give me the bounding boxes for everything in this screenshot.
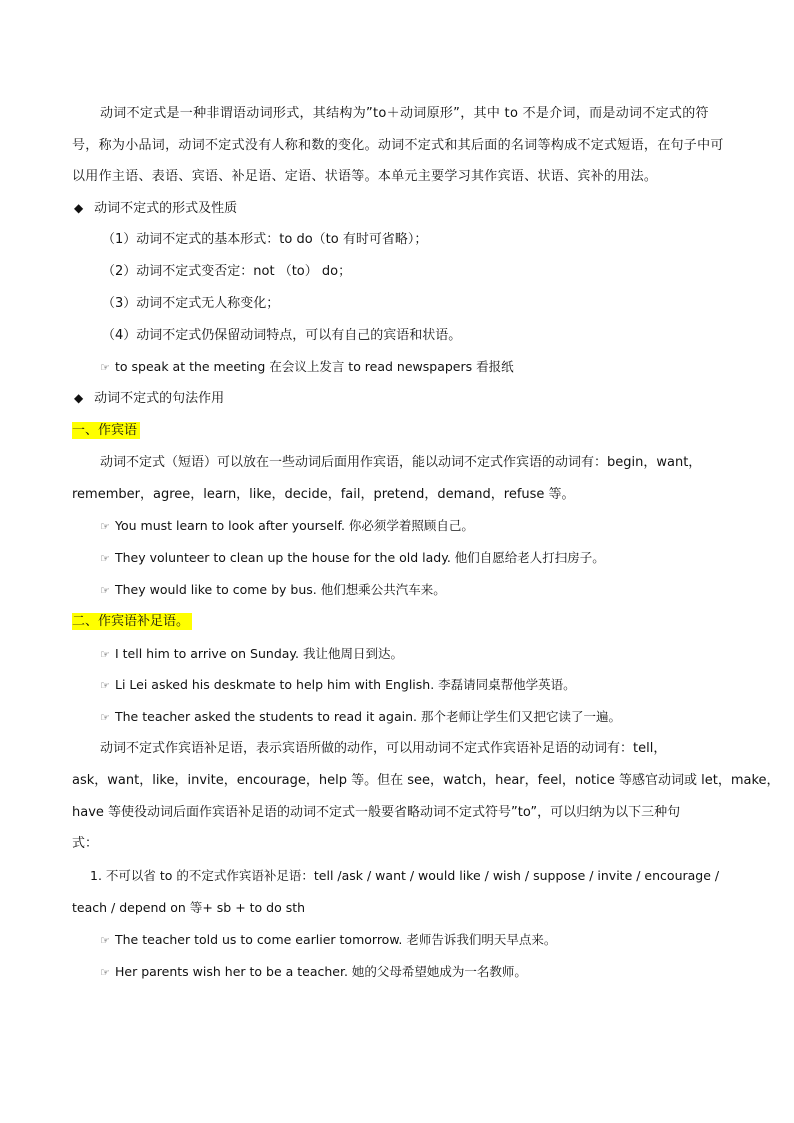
example-text: You must learn to look after yourself. 你必须学着照顾自己。 xyxy=(115,518,474,534)
pointing-hand-icon: ☞ xyxy=(100,933,110,947)
example-line xyxy=(72,574,732,606)
list-item: （3）动词不定式无人称变化； xyxy=(102,295,280,311)
paragraph-line: 动词不定式（短语）可以放在一些动词后面用作宾语，能以动词不定式作宾语的动词有：begin，want， xyxy=(100,454,702,470)
section-heading-form xyxy=(72,193,732,225)
diamond-bullet-icon: ◆ xyxy=(74,391,84,406)
pointing-hand-icon: ☞ xyxy=(100,711,110,725)
example-text: I tell him to arrive on Sunday. 我让他周日到达。 xyxy=(115,645,403,661)
part-heading-complement xyxy=(72,606,732,638)
list-item: （4）动词不定式仍保留动词特点，可以有自己的宾语和状语。 xyxy=(102,327,462,343)
pointing-hand-icon: ☞ xyxy=(100,520,110,534)
example-line xyxy=(72,669,732,701)
highlighted-heading: 一、作宾语 xyxy=(72,422,140,439)
section-title: 动词不定式的形式及性质 xyxy=(94,200,238,216)
section-title: 动词不定式的句法作用 xyxy=(94,391,225,407)
example-text: Her parents wish her to be a teacher. 她的父母希望她成为一名教师。 xyxy=(115,963,527,979)
paragraph-line: 式： xyxy=(72,836,99,852)
paragraph-line: ask，want，like，invite，encourage，help 等。但在 see，watch，hear，feel，notice 等感官动词或 let，make， xyxy=(72,772,780,788)
example-text: Li Lei asked his deskmate to help him with English. 李磊请同桌帮他学英语。 xyxy=(115,677,576,693)
example-text: They volunteer to clean up the house for the old lady. 他们自愿给老人打扫房子。 xyxy=(115,550,605,566)
example-line xyxy=(72,510,732,542)
paragraph-line: 动词不定式作宾语补足语，表示宾语所做的动作，可以用动词不定式作宾语补足语的动词有：tell， xyxy=(100,741,667,757)
pointing-hand-icon: ☞ xyxy=(100,647,110,661)
example-line xyxy=(72,956,732,988)
section-heading-syntax xyxy=(72,383,732,415)
list-item: （1）动词不定式的基本形式：to do（to 有时可省略）； xyxy=(102,232,428,248)
rule-line: 1. 不可以省 to 的不定式作宾语补足语：tell /ask / want / would like / wish / suppose / invite / encourage / xyxy=(90,868,720,884)
pointing-hand-icon: ☞ xyxy=(100,361,110,375)
example-text: The teacher asked the students to read it again. 那个老师让学生们又把它读了一遍。 xyxy=(115,709,621,725)
pointing-hand-icon: ☞ xyxy=(100,965,110,979)
pointing-hand-icon: ☞ xyxy=(100,679,110,693)
example-line xyxy=(72,351,732,383)
example-text: to speak at the meeting 在会议上发言 to read newspapers 看报纸 xyxy=(115,359,514,375)
list-item: （2）动词不定式变否定：not （to） do； xyxy=(102,264,352,280)
paragraph-line: remember，agree，learn，like，decide，fail，pretend，demand，refuse 等。 xyxy=(72,486,575,502)
example-line xyxy=(72,701,732,733)
example-line xyxy=(72,924,732,956)
intro-paragraph: 动词不定式是一种非谓语动词形式，其结构为”to＋动词原形”，其中 to 不是介词，而是动词不定式的符号，称为小品词，动词不定式没有人称和数的变化。动词不定式和其后面的名词等构成不定式短语，在句子中可以用作主语、表语、宾语、补足语、定语、状语等。本单元主要学习其作宾语、状语、宾补的用法。 xyxy=(72,106,724,184)
example-text: They would like to come by bus. 他们想乘公共汽车来。 xyxy=(115,582,446,598)
example-line xyxy=(72,638,732,670)
example-text: The teacher told us to come earlier tomorrow. 老师告诉我们明天早点来。 xyxy=(115,931,557,947)
document-body xyxy=(72,98,780,987)
part-heading-object xyxy=(72,415,732,447)
rule-line: teach / depend on 等+ sb + to do sth xyxy=(72,900,306,916)
diamond-bullet-icon: ◆ xyxy=(74,200,84,215)
example-line xyxy=(72,542,732,574)
pointing-hand-icon: ☞ xyxy=(100,552,110,566)
highlighted-heading: 二、作宾语补足语。 xyxy=(72,613,192,630)
pointing-hand-icon: ☞ xyxy=(100,584,110,598)
paragraph-line: have 等使役动词后面作宾语补足语的动词不定式一般要省略动词不定式符号”to”，可以归纳为以下三种句 xyxy=(72,804,681,820)
